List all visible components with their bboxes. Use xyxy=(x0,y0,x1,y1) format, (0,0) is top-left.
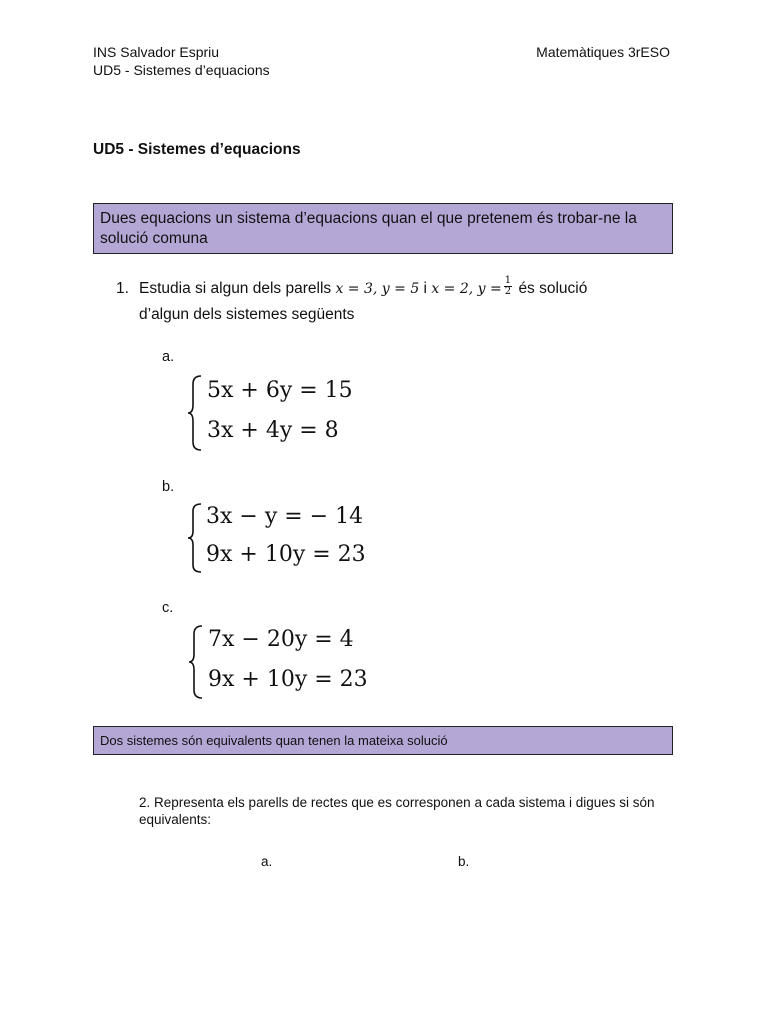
system-c-label: c. xyxy=(162,600,174,616)
exercise-1-statement xyxy=(139,276,587,302)
exercise-1-conjunction: i xyxy=(423,280,427,297)
system-b-equation-2: 9x + 10y = 23 xyxy=(206,542,366,567)
school-name: INS Salvador Espriu xyxy=(93,44,220,60)
exercise-2-label-b: b. xyxy=(458,854,470,869)
left-brace-icon xyxy=(186,374,204,452)
exercise-2-label-a: a. xyxy=(261,854,273,869)
left-brace-icon xyxy=(187,624,205,700)
definition-box: Dues equacions un sistema d’equacions quan el que pretenem és trobar-ne la solució comuna xyxy=(93,203,673,254)
course-name: Matemàtiques 3rESO xyxy=(536,44,670,60)
left-brace-icon xyxy=(186,502,204,574)
system-b-label: b. xyxy=(162,479,175,495)
page-title: UD5 - Sistemes d’equacions xyxy=(93,141,301,158)
exercise-1-pair-2: x = 2, y = xyxy=(431,281,502,297)
exercise-1-line-2: d’algun dels sistemes següents xyxy=(139,306,355,323)
system-a-equation-2: 3x + 4y = 8 xyxy=(207,418,339,443)
exercise-2-statement: 2. Representa els parells de rectes que es corresponen a cada sistema i digues si són equivalents: xyxy=(139,795,655,827)
system-c-equation-1: 7x − 20y = 4 xyxy=(208,627,354,652)
exercise-1-text-after: és solució xyxy=(518,280,588,297)
equivalence-box: Dos sistemes són equivalents quan tenen la mateixa solució xyxy=(93,726,673,755)
exercise-1-pair-1: x = 3, y = 5 xyxy=(335,281,420,297)
exercise-1-text-before: Estudia si algun dels parells xyxy=(139,280,332,297)
system-a-label: a. xyxy=(162,349,175,365)
fraction-numerator: 1 xyxy=(504,275,512,287)
system-b xyxy=(206,498,366,574)
system-c-equation-2: 9x + 10y = 23 xyxy=(208,667,368,692)
exercise-1-number: 1. xyxy=(116,280,129,297)
system-a xyxy=(207,371,353,451)
unit-subtitle: UD5 - Sistemes d’equacions xyxy=(93,62,270,78)
fraction-denominator: 2 xyxy=(504,286,512,298)
system-b-equation-1: 3x − y = − 14 xyxy=(206,504,364,529)
system-a-equation-1: 5x + 6y = 15 xyxy=(207,378,353,403)
fraction-one-half xyxy=(504,276,512,297)
system-c xyxy=(208,620,368,700)
